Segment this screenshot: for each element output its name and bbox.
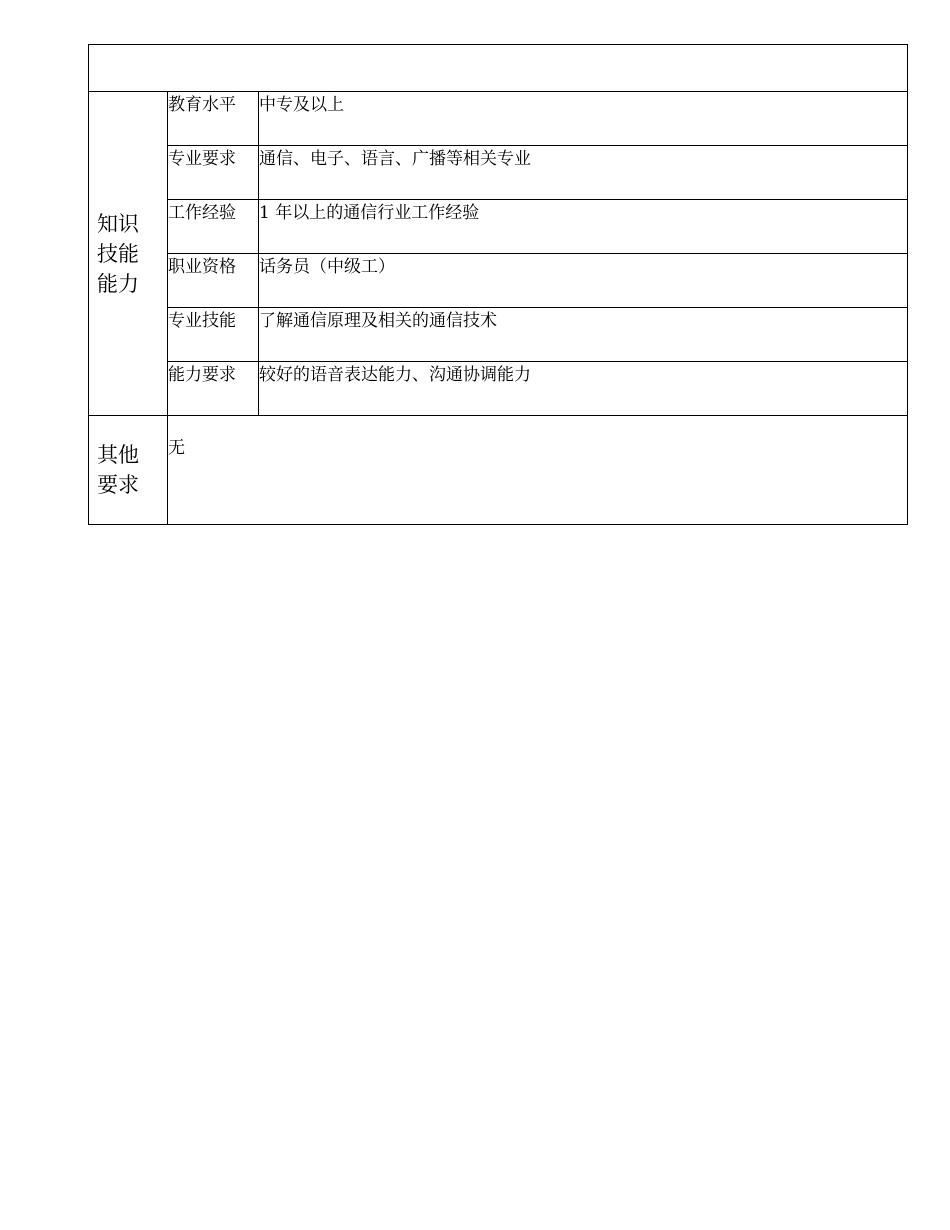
category-line: 要求 [97,473,139,497]
requirements-table [88,44,908,525]
ability-value: 较好的语音表达能力、沟通协调能力 [259,362,908,416]
skills-value: 了解通信原理及相关的通信技术 [259,308,908,362]
category-line: 能力 [97,271,139,296]
category-line: 其他 [97,443,139,467]
category-line: 知识 [97,211,139,236]
qualification-value: 话务员（中级工） [259,254,908,308]
major-label: 专业要求 [168,146,259,200]
table-row [89,200,908,254]
skills-label: 专业技能 [168,308,259,362]
table-row [89,416,908,525]
major-value: 通信、电子、语言、广播等相关专业 [259,146,908,200]
qualification-label: 职业资格 [168,254,259,308]
experience-label: 工作经验 [168,200,259,254]
knowledge-skills-category [89,92,168,416]
education-label: 教育水平 [168,92,259,146]
table-row [89,254,908,308]
education-value: 中专及以上 [259,92,908,146]
category-line: 技能 [97,241,139,266]
ability-label: 能力要求 [168,362,259,416]
table-row [89,362,908,416]
other-requirements-category [89,416,168,525]
experience-value: 1 年以上的通信行业工作经验 [259,200,908,254]
header-row [89,45,908,92]
table-row [89,92,908,146]
other-requirements-value: 无 [168,416,908,525]
header-cell [89,45,908,92]
table-row [89,146,908,200]
table-row [89,308,908,362]
